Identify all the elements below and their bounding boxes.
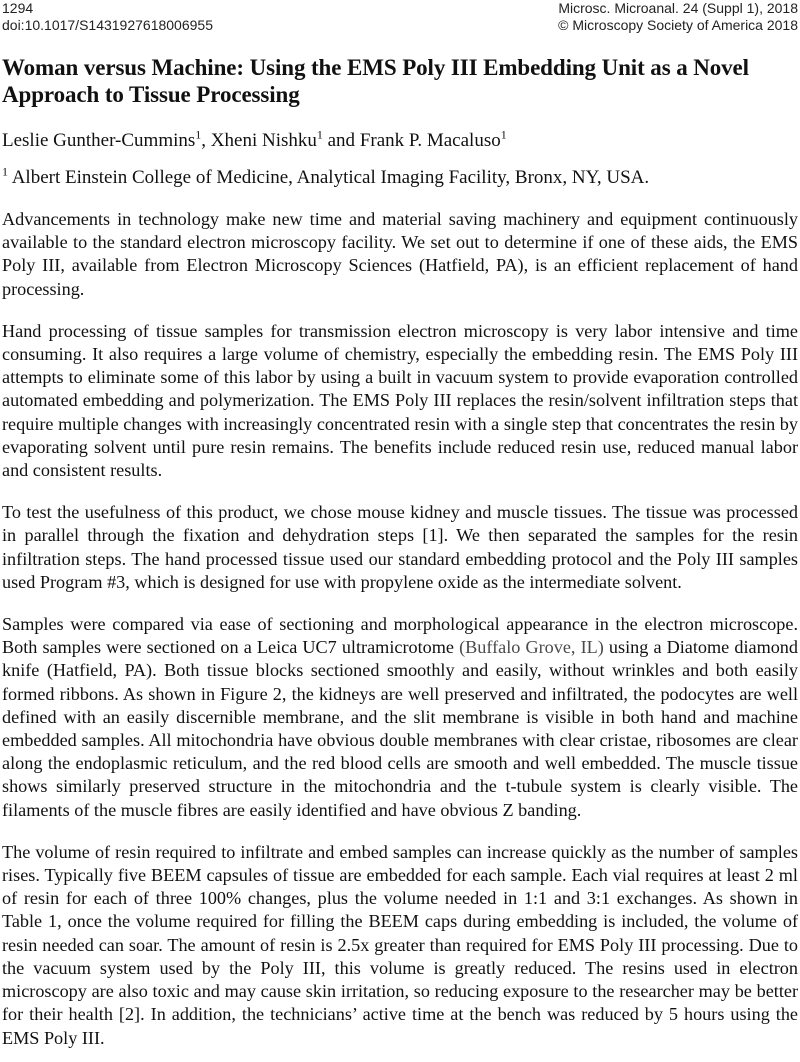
author-list: [2, 127, 798, 152]
article-title: Woman versus Machine: Using the EMS Poly III Embedding Unit as a Novel Approach to Tissue Processing: [2, 55, 749, 107]
paragraph-results-part: Samples were compared via ease of sectioning and morphological appearance in the electron microscope. Both samples were sectioned on a Leica UC7 ultramicrotome: [2, 614, 798, 658]
paragraph-intro: Advancements in technology make new time and material saving machinery and equipment continuously available to the standard electron microscopy facility. We set out to determine if one of these aids, the EMS Poly III, available from Electron Microscopy Sciences (Hatfield, PA), is an efficient replacement of hand processing.: [2, 209, 798, 299]
paragraph-results-part: using a Diatome diamond knife (Hatfield, PA). Both tissue blocks sectioned smoothly and easily, without wrinkles and both easily formed ribbons. As shown in Figure 2, the kidneys are well preserved and infiltrated, the podocytes are well defined with an easily discernible membrane, and the slit membrane is visible in both hand and machine embedded samples. All mitochondria have obvious double membranes with clear cristae, ribosomes are clear along the endoplasmic reticulum, and the red blood cells are smooth and well embedded. The muscle tissue shows similarly preserved structure in the mitochondria and the t-tubule system is clearly visible. The filaments of the muscle fibres are easily identified and have obvious Z banding.: [2, 637, 798, 820]
doi-text: doi:10.1017/S1431927618006955: [2, 17, 213, 33]
copyright-text: © Microscopy Society of America 2018: [558, 17, 798, 33]
affiliation-mark: 1: [2, 164, 8, 179]
page-header: [2, 0, 798, 34]
author-name: Leslie Gunther-Cummins: [2, 130, 196, 151]
article-body: [2, 54, 798, 1050]
paragraph-resin-volume: The volume of resin required to infiltrate and embed samples can increase quickly as the number of samples rises. Typically five BEEM capsules of tissue are embedded for each sample. Each vial requires at least 2 ml of resin for each of three 100% changes, plus the volume needed in 1:1 and 3:1 exchanges. As shown in Table 1, once the volume required for filling the BEEM caps during embedding is included, the volume of resin needed can soar. The amount of resin is 2.5x greater than required for EMS Poly III processing. Due to the vacuum system used by the Poly III, this volume is greatly reduced. The resins used in electron microscopy are also toxic and may cause skin irritation, so reducing exposure to the researcher may be better for their health [2]. In addition, the technicians’ active time at the bench was reduced by 5 hours using the EMS Poly III.: [2, 841, 798, 1048]
journal-citation: Microsc. Microanal. 24 (Suppl 1), 2018: [558, 0, 798, 16]
author-separator: and: [322, 130, 360, 151]
paragraph-results-location: (Buffalo Grove, IL): [459, 637, 604, 658]
author-affiliation-mark: 1: [316, 127, 323, 142]
author-affiliation-mark: 1: [195, 127, 202, 142]
paragraph-results: [2, 613, 798, 822]
page-number: 1294: [2, 0, 34, 16]
paragraph-hand-processing: Hand processing of tissue samples for transmission electron microscopy is very labor intensive and time consuming. It also requires a large volume of chemistry, especially the embedding resin. The EMS Poly III attempts to eliminate some of this labor by using a built in vacuum system to provide evaporation controlled automated embedding and polymerization. The EMS Poly III replaces the resin/solvent infiltration steps that require multiple changes with increasingly concentrated resin with a single step that concentrates the resin by evaporating solvent until pure resin remains. The benefits include reduced resin use, reduced manual labor and consistent results.: [2, 320, 798, 481]
author-separator: ,: [201, 130, 211, 151]
author-name: Xheni Nishku: [210, 130, 317, 151]
paragraph-methods: To test the usefulness of this product, we chose mouse kidney and muscle tissues. The tissue was processed in parallel through the fixation and dehydration steps [1]. We then separated the samples for the resin infiltration steps. The hand processed tissue used our standard embedding protocol and the Poly III samples used Program #3, which is designed for use with propylene oxide as the intermediate solvent.: [2, 502, 798, 592]
affiliation: [2, 164, 798, 189]
header-left: [2, 0, 213, 34]
affiliation-text: Albert Einstein College of Medicine, Analytical Imaging Facility, Bronx, NY, USA.: [8, 167, 650, 188]
header-right: [558, 0, 798, 34]
author-name: Frank P. Macaluso: [359, 130, 501, 151]
author-affiliation-mark: 1: [500, 127, 507, 142]
